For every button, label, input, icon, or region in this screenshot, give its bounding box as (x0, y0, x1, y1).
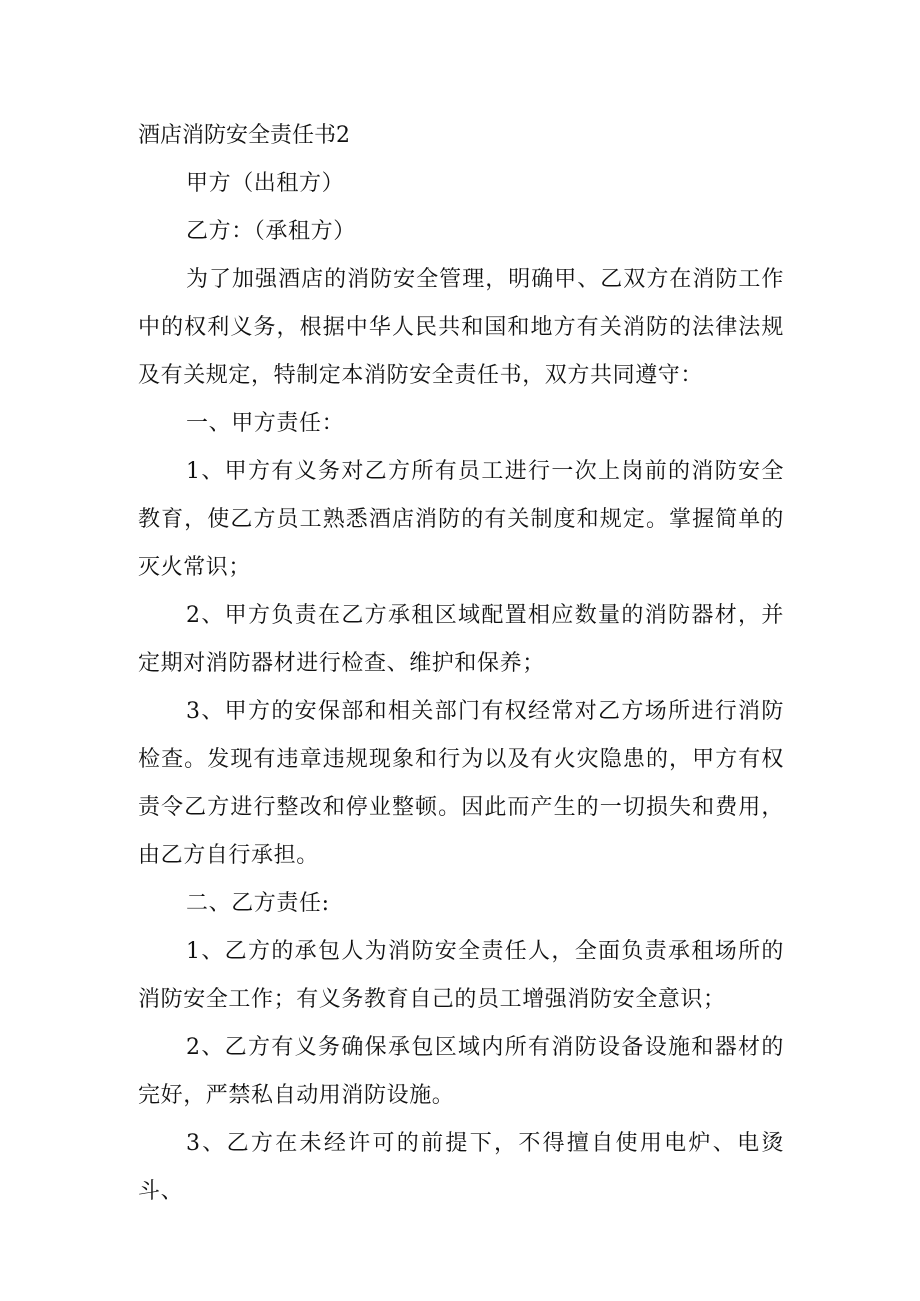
paragraph-party-a: 甲方（出租方） (186, 171, 345, 196)
document-title: 酒店消防安全责任书2 (138, 123, 350, 148)
paragraph-b-item-2: 2、乙方有义务确保承包区域内所有消防设备设施和器材的完好，严禁私自动用消防设施。 (138, 1035, 784, 1108)
paragraph-preamble: 为了加强酒店的消防安全管理，明确甲、乙双方在消防工作中的权利义务，根据中华人民共和国和地方有关消防的法律法规及有关规定，特制定本消防安全责任书，双方共同遵守： (138, 267, 784, 388)
paragraph-a-item-1: 1、甲方有义务对乙方所有员工进行一次上岗前的消防安全教育，使乙方员工熟悉酒店消防的有关制度和规定。掌握简单的灭火常识； (138, 459, 784, 580)
paragraph-party-b: 乙方：（承租方） (186, 219, 356, 244)
section-heading-party-b: 二、乙方责任: (186, 891, 330, 916)
paragraph-a-item-2: 2、甲方负责在乙方承租区域配置相应数量的消防器材，并定期对消防器材进行检查、维护和保养； (138, 603, 784, 676)
paragraph-b-item-3: 3、乙方在未经许可的前提下，不得擅自使用电炉、电烫斗、 (138, 1131, 784, 1204)
paragraph-b-item-1: 1、乙方的承包人为消防安全责任人，全面负责承租场所的消防安全工作；有义务教育自己的员工增强消防安全意识； (138, 939, 784, 1012)
document-body (138, 112, 784, 1216)
section-heading-party-a: 一、甲方责任： (186, 411, 345, 436)
paragraph-a-item-3: 3、甲方的安保部和相关部门有权经常对乙方场所进行消防检查。发现有违章违规现象和行为以及有火灾隐患的，甲方有权责令乙方进行整改和停业整顿。因此而产生的一切损失和费用，由乙方自行承担。 (138, 699, 784, 868)
